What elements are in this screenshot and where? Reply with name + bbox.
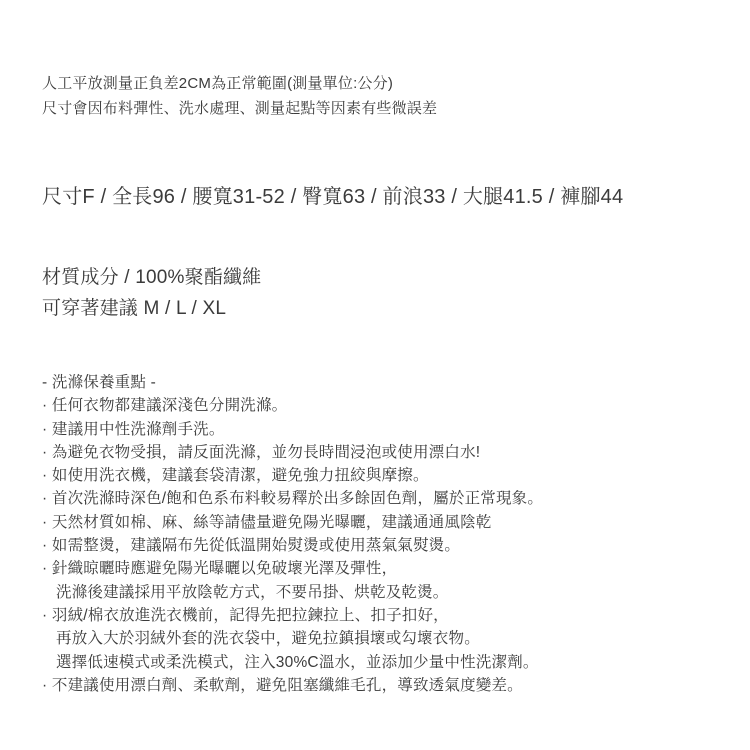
measurement-note-line-2: 尺寸會因布料彈性、洗水處理、測量起點等因素有些微誤差 — [42, 100, 438, 117]
size-spec-line: 尺寸F / 全長96 / 腰寬31-52 / 臀寬63 / 前浪33 / 大腿41.5 / 褲腳44 — [42, 186, 624, 208]
care-item: · 羽絨/棉衣放進洗衣機前，記得先把拉鍊拉上、扣子扣好， — [42, 606, 449, 624]
fit-suggestion: 可穿著建議 M / L / XL — [42, 298, 227, 319]
measurement-notes — [42, 71, 437, 121]
care-item: · 針織晾曬時應避免陽光曝曬以免破壞光澤及彈性， — [42, 560, 398, 578]
care-item-continuation: 選擇低速模式或柔洗模式，注入30%C溫水，並添加少量中性洗潔劑。 — [56, 653, 539, 671]
care-item: · 任何衣物都建議深淺色分開洗滌。 — [42, 397, 288, 415]
care-item: · 為避免衣物受損，請反面洗滌，並勿長時間浸泡或使用漂白水! — [42, 443, 481, 461]
care-item-continuation: 再放入大於羽絨外套的洗衣袋中，避免拉鎮損壞或勾壞衣物。 — [56, 630, 480, 648]
care-item: · 如使用洗衣機，建議套袋清潔，避免強力扭絞與摩擦。 — [42, 467, 429, 485]
care-item: · 不建議使用漂白劑、柔軟劑，避免阻塞纖維毛孔，導致透氣度變差。 — [42, 676, 523, 694]
care-instructions — [42, 371, 543, 697]
care-title: - 洗滌保養重點 - — [42, 374, 156, 391]
measurement-note-line-1: 人工平放測量正負差2CM為正常範圍(測量單位:公分) — [42, 75, 394, 92]
care-item: · 首次洗滌時深色/飽和色系布料較易釋於出多餘固色劑，屬於正常現象。 — [42, 490, 544, 508]
care-item: · 如需整燙，建議隔布先從低溫開始熨燙或使用蒸氣氣熨燙。 — [42, 537, 461, 555]
care-item: · 建議用中性洗滌劑手洗。 — [42, 420, 225, 438]
care-item-continuation: 洗滌後建議採用平放陰乾方式，不要吊掛、烘乾及乾燙。 — [56, 583, 449, 601]
care-item: · 天然材質如棉、麻、絲等請儘量避免陽光曝曬，建議通通風陰乾 — [42, 513, 492, 531]
material-info — [42, 262, 261, 324]
material-composition: 材質成分 / 100%聚酯纖維 — [42, 267, 262, 288]
